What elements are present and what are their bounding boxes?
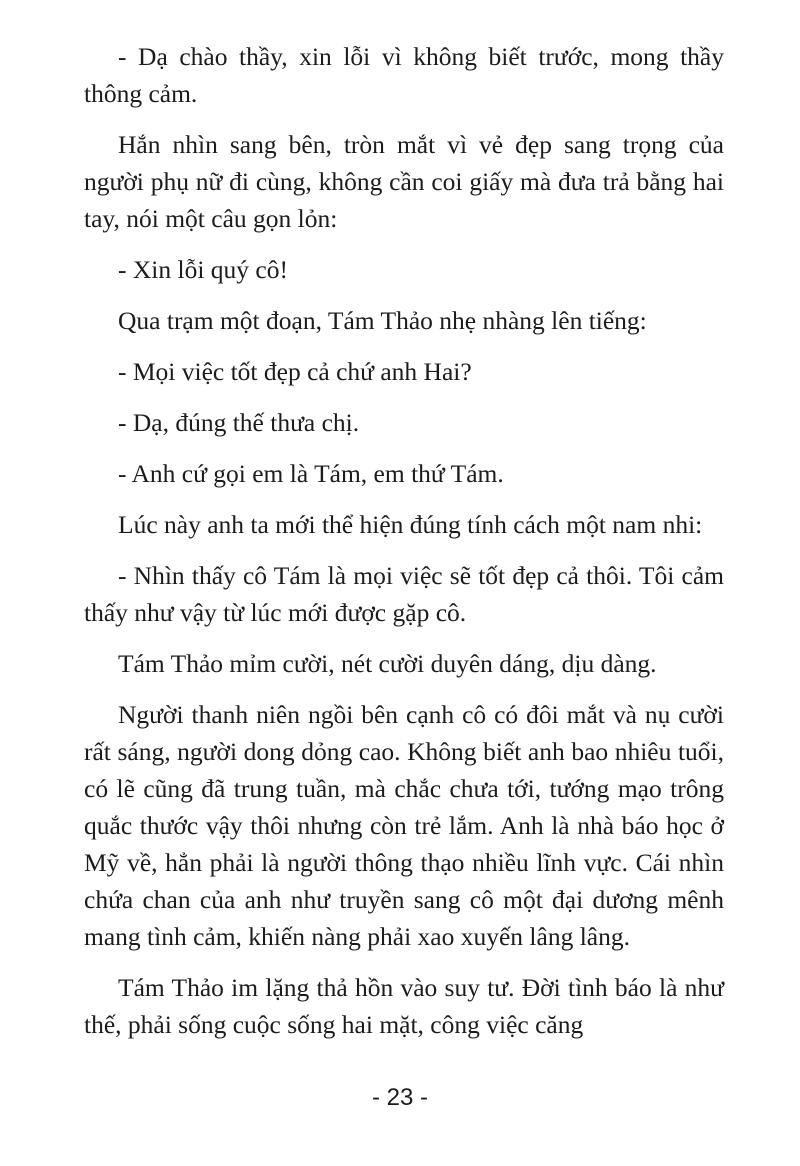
paragraph: Lúc này anh ta mới thể hiện đúng tính cách một nam nhi: [118, 510, 703, 539]
paragraph: - Anh cứ gọi em là Tám, em thứ Tám. [118, 459, 504, 488]
paragraph: Người thanh niên ngồi bên cạnh cô có đôi mắt và nụ cười rất sáng, người dong dỏng cao. Không biết anh bao nhiêu tuổi, có lẽ cũng đã trung tuần, mà chắc chưa tới, tướng mạo trông quắc thước vậy thôi nhưng còn trẻ lắm. Anh là nhà báo học ở Mỹ về, hẳn phải là người thông thạo nhiều lĩnh vực. Cái nhìn chứa chan của anh như truyền sang cô một đại dương mênh mang tình cảm, khiến nàng phải xao xuyến lâng lâng. [84, 700, 724, 951]
paragraph: Hắn nhìn sang bên, tròn mắt vì vẻ đẹp sang trọng của người phụ nữ đi cùng, không cần coi giấy mà đưa trả bằng hai tay, nói một câu gọn lỏn: [84, 130, 724, 233]
paragraph: Tám Thảo im lặng thả hồn vào suy tư. Đời tình báo là như thế, phải sống cuộc sống hai mặt, công việc căng [84, 973, 724, 1039]
page-number: - 23 - [371, 1084, 428, 1111]
paragraph: - Nhìn thấy cô Tám là mọi việc sẽ tốt đẹp cả thôi. Tôi cảm thấy như vậy từ lúc mới được gặp cô. [84, 561, 724, 627]
paragraph: - Mọi việc tốt đẹp cả chứ anh Hai? [118, 357, 472, 386]
paragraph: Qua trạm một đoạn, Tám Thảo nhẹ nhàng lên tiếng: [118, 306, 647, 335]
paragraph: - Dạ, đúng thế thưa chị. [118, 408, 360, 437]
paragraph: Tám Thảo mỉm cười, nét cười duyên dáng, dịu dàng. [118, 649, 657, 678]
paragraph: - Dạ chào thầy, xin lỗi vì không biết trước, mong thầy thông cảm. [84, 42, 724, 108]
body-text [84, 38, 724, 1057]
paragraph: - Xin lỗi quý cô! [118, 255, 288, 284]
